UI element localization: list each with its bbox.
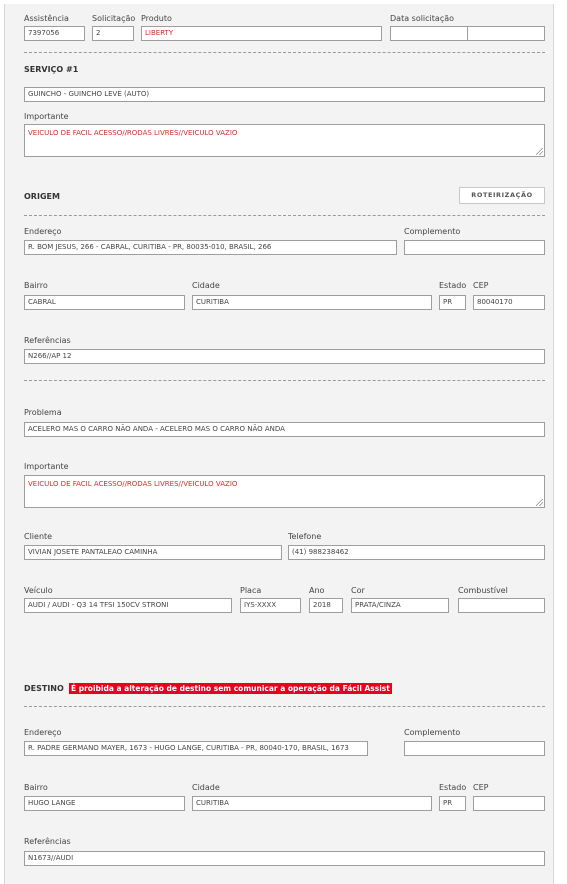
divider: [24, 380, 545, 381]
origem-endereco-field[interactable]: R. BOM JESUS, 266 - CABRAL, CURITIBA - PR, 80035-010, BRASIL, 266: [24, 240, 397, 255]
telefone-field[interactable]: (41) 988238462: [288, 545, 545, 560]
origem-cidade-field[interactable]: CURITIBA: [192, 295, 432, 310]
destino-bairro-label: Bairro: [24, 783, 48, 792]
assistencia-field[interactable]: 7397056: [24, 26, 85, 41]
origem-bairro-label: Bairro: [24, 281, 48, 290]
solicitacao-label: Solicitação: [92, 14, 136, 23]
destino-complemento-label: Complemento: [404, 728, 461, 737]
servico-title: SERVIÇO #1: [24, 65, 79, 74]
origem-cep-field[interactable]: 80040170: [473, 295, 545, 310]
problema-importante-text: VEICULO DE FACIL ACESSO//RODAS LIVRES//VEICULO VAZIO: [28, 480, 238, 488]
destino-title: DESTINO: [24, 684, 64, 693]
origem-cidade-label: Cidade: [192, 281, 220, 290]
destino-warning: É proibida a alteração de destino sem comunicar a operação da Fácil Assist: [71, 684, 390, 693]
origem-title: ORIGEM: [24, 192, 60, 201]
cliente-label: Cliente: [24, 532, 53, 541]
resize-grip-icon[interactable]: [536, 148, 543, 155]
destino-cidade-label: Cidade: [192, 783, 220, 792]
veiculo-field[interactable]: AUDI / AUDI - Q3 14 TFSI 150CV STRONI: [24, 598, 232, 613]
servico-importante-text: VEICULO DE FACIL ACESSO//RODAS LIVRES//VEICULO VAZIO: [28, 129, 238, 137]
destino-estado-label: Estado: [439, 783, 467, 792]
placa-label: Placa: [240, 586, 262, 595]
destino-referencias-field[interactable]: N1673//AUDI: [24, 851, 545, 866]
veiculo-label: Veículo: [24, 586, 53, 595]
destino-bairro-field[interactable]: HUGO LANGE: [24, 796, 185, 811]
ano-field[interactable]: 2018: [309, 598, 343, 613]
problema-importante-label: Importante: [24, 462, 69, 471]
solicitacao-field[interactable]: 2: [92, 26, 134, 41]
problema-importante-textarea[interactable]: [24, 475, 545, 508]
assistencia-label: Assistência: [24, 14, 69, 23]
problema-label: Problema: [24, 408, 62, 417]
servico-importante-textarea[interactable]: [24, 124, 545, 157]
destino-cidade-field[interactable]: CURITIBA: [192, 796, 432, 811]
servico-field[interactable]: GUINCHO - GUINCHO LEVE (AUTO): [24, 87, 545, 102]
data-solicitacao-date-field[interactable]: [390, 26, 468, 41]
origem-bairro-field[interactable]: CABRAL: [24, 295, 185, 310]
data-solicitacao-time-field[interactable]: [467, 26, 545, 41]
produto-field[interactable]: LIBERTY: [141, 26, 382, 41]
destino-endereco-label: Endereço: [24, 728, 62, 737]
cliente-field[interactable]: VIVIAN JOSETE PANTALEAO CAMINHA: [24, 545, 282, 560]
origem-cep-label: CEP: [473, 281, 489, 290]
divider: [24, 215, 545, 216]
cor-field[interactable]: PRATA/CINZA: [351, 598, 449, 613]
origem-complemento-field[interactable]: [404, 240, 545, 255]
resize-grip-icon[interactable]: [536, 499, 543, 506]
ano-label: Ano: [309, 586, 325, 595]
origem-estado-field[interactable]: PR: [439, 295, 466, 310]
origem-referencias-field[interactable]: N266//AP 12: [24, 349, 545, 364]
origem-referencias-label: Referências: [24, 336, 71, 345]
placa-field[interactable]: IYS-XXXX: [240, 598, 301, 613]
servico-importante-label: Importante: [24, 112, 69, 121]
data-solicitacao-label: Data solicitação: [390, 14, 455, 23]
combustivel-field[interactable]: [458, 598, 545, 613]
divider: [24, 52, 545, 53]
cor-label: Cor: [351, 586, 365, 595]
produto-label: Produto: [141, 14, 172, 23]
telefone-label: Telefone: [288, 532, 322, 541]
destino-endereco-field[interactable]: R. PADRE GERMANO MAYER, 1673 - HUGO LANGE, CURITIBA - PR, 80040-170, BRASIL, 1673: [24, 741, 368, 756]
problema-field[interactable]: ACELERO MAS O CARRO NÃO ANDA - ACELERO MAS O CARRO NÃO ANDA: [24, 422, 545, 437]
destino-referencias-label: Referências: [24, 837, 71, 846]
destino-cep-label: CEP: [473, 783, 489, 792]
destino-estado-field[interactable]: PR: [439, 796, 466, 811]
divider: [24, 706, 545, 707]
combustivel-label: Combustível: [458, 586, 508, 595]
origem-endereco-label: Endereço: [24, 227, 62, 236]
destino-cep-field[interactable]: [473, 796, 545, 811]
roteirizacao-button[interactable]: ROTEIRIZAÇÃO: [459, 187, 545, 204]
form-panel: [4, 4, 554, 884]
origem-complemento-label: Complemento: [404, 227, 461, 236]
origem-estado-label: Estado: [439, 281, 467, 290]
destino-complemento-field[interactable]: [404, 741, 545, 756]
